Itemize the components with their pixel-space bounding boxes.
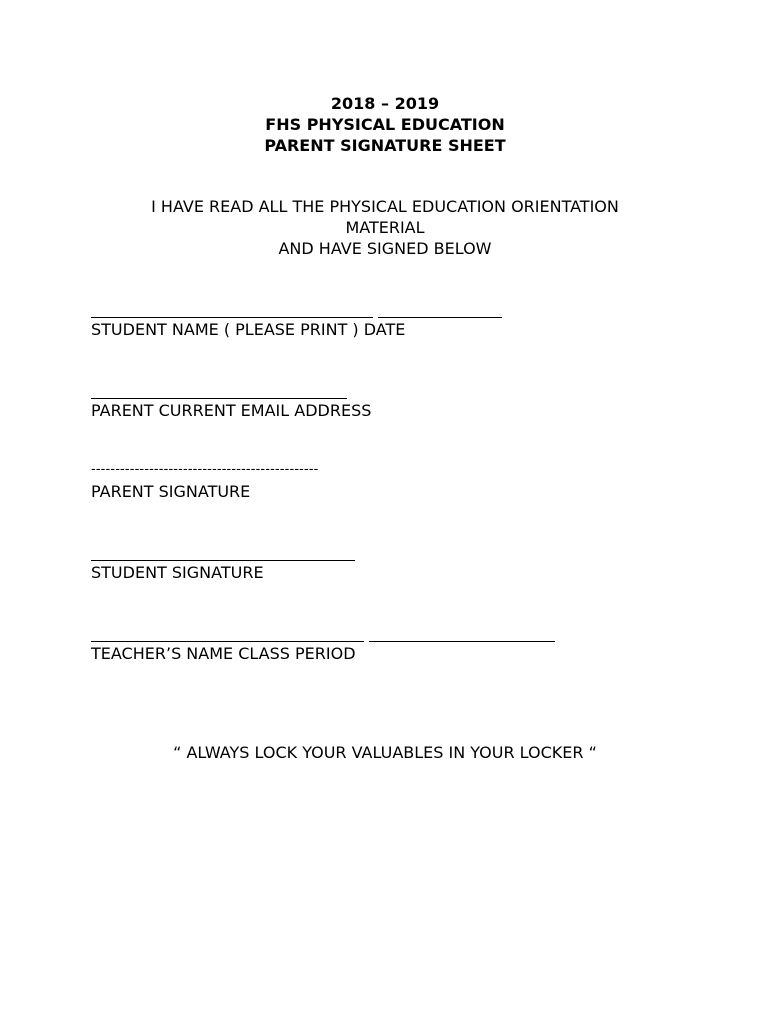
statement-line-1: I HAVE READ ALL THE PHYSICAL EDUCATION ORIENTATION <box>151 197 619 216</box>
class-period-signature-line <box>369 641 555 642</box>
statement-line-3: AND HAVE SIGNED BELOW <box>278 239 492 258</box>
student-signature-label: STUDENT SIGNATURE <box>91 563 264 582</box>
student-name-signature-line <box>91 317 373 318</box>
school-year: 2018 – 2019 <box>330 94 440 113</box>
statement-line-2: MATERIAL <box>345 218 425 237</box>
student-signature-line <box>91 560 355 561</box>
school-department: FHS PHYSICAL EDUCATION <box>265 115 505 134</box>
teacher-period-label: TEACHER’S NAME CLASS PERIOD <box>91 644 356 663</box>
locker-reminder: “ ALWAYS LOCK YOUR VALUABLES IN YOUR LOCKER “ <box>173 743 597 762</box>
parent-email-label: PARENT CURRENT EMAIL ADDRESS <box>91 401 372 420</box>
student-name-date-label: STUDENT NAME ( PLEASE PRINT ) DATE <box>91 320 406 339</box>
parent-email-signature-line <box>91 398 347 399</box>
date-signature-line <box>378 317 502 318</box>
parent-signature-label: PARENT SIGNATURE <box>91 482 251 501</box>
document-title: PARENT SIGNATURE SHEET <box>264 136 506 155</box>
teacher-name-signature-line <box>91 641 364 642</box>
parent-signature-dashed-line: ----------------------------------------------- <box>91 462 319 477</box>
